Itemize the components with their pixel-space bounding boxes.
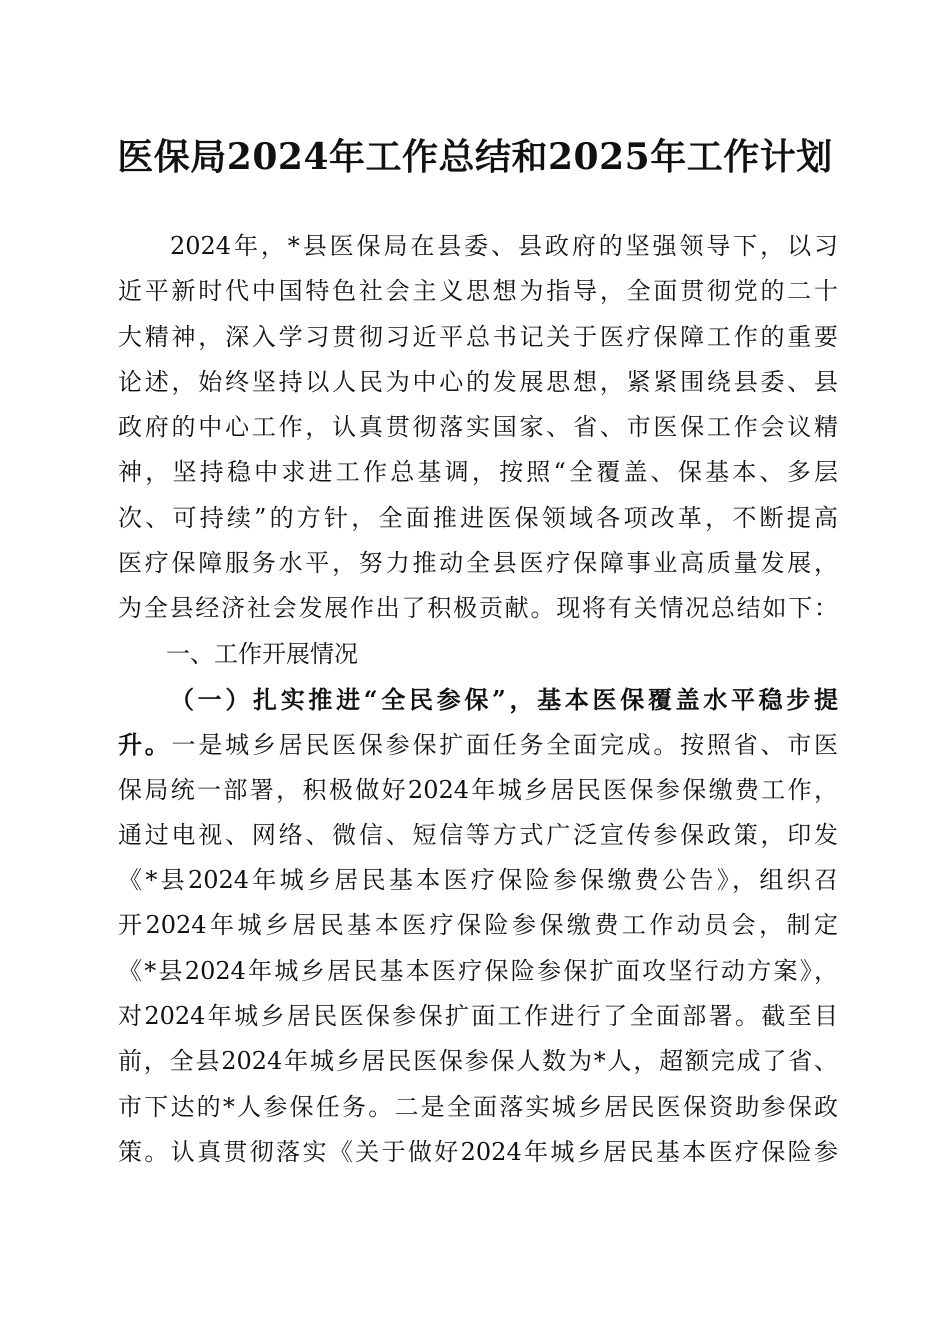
paragraph-line: 前，全县2024年城乡居民医保参保人数为*人，超额完成了省、 xyxy=(118,1047,838,1076)
paragraph-line: 开2024年城乡居民基本医疗保险参保缴费工作动员会，制定 xyxy=(118,911,838,940)
intro-line: 政府的中心工作，认真贯彻落实国家、省、市医保工作会议精 xyxy=(118,413,838,442)
intro-line: 论述，始终坚持以人民为中心的发展思想，紧紧围绕县委、县 xyxy=(118,367,838,396)
document-body xyxy=(118,224,838,1175)
subsection-line-first xyxy=(118,722,838,767)
paragraph-line: 《*县2024年城乡居民基本医疗保险参保缴费公告》，组织召 xyxy=(118,866,838,895)
paragraph-line: 策。认真贯彻落实《关于做好2024年城乡居民基本医疗保险参 xyxy=(118,1137,838,1166)
paragraph-line: 对2024年城乡居民医保参保扩面工作进行了全面部署。截至目 xyxy=(118,1002,838,1031)
section-heading: 一、工作开展情况 xyxy=(166,639,358,668)
intro-line: 医疗保障服务水平，努力推动全县医疗保障事业高质量发展， xyxy=(118,549,838,578)
intro-line: 神，坚持稳中求进工作总基调，按照“全覆盖、保基本、多层 xyxy=(118,458,838,487)
intro-line: 近平新时代中国特色社会主义思想为指导，全面贯彻党的二十 xyxy=(118,277,838,306)
paragraph-line: 保局统一部署，积极做好2024年城乡居民医保参保缴费工作， xyxy=(118,775,838,804)
paragraph-text: 一是城乡居民医保参保扩面任务全面完成。按照省、市医 xyxy=(171,731,839,760)
paragraph-line: 通过电视、网络、微信、短信等方式广泛宣传参保政策，印发 xyxy=(118,820,838,849)
subsection-heading-end: 升。 xyxy=(118,730,172,760)
paragraph-line: 市下达的*人参保任务。二是全面落实城乡居民医保资助参保政 xyxy=(118,1092,838,1121)
intro-line: 为全县经济社会发展作出了积极贡献。现将有关情况总结如下： xyxy=(118,594,838,623)
intro-line: 次、可持续”的方针，全面推进医保领域各项改革，不断提高 xyxy=(118,503,838,532)
intro-line: 2024年，*县医保局在县委、县政府的坚强领导下，以习 xyxy=(170,232,838,260)
document-title: 医保局2024年工作总结和2025年工作计划 xyxy=(117,136,833,178)
subsection-heading: （一）扎实推进“全民参保”，基本医保覆盖水平稳步提 xyxy=(170,684,838,714)
intro-line: 大精神，深入学习贯彻习近平总书记关于医疗保障工作的重要 xyxy=(118,322,838,351)
paragraph-line: 《*县2024年城乡居民基本医疗保险参保扩面攻坚行动方案》， xyxy=(118,956,838,985)
